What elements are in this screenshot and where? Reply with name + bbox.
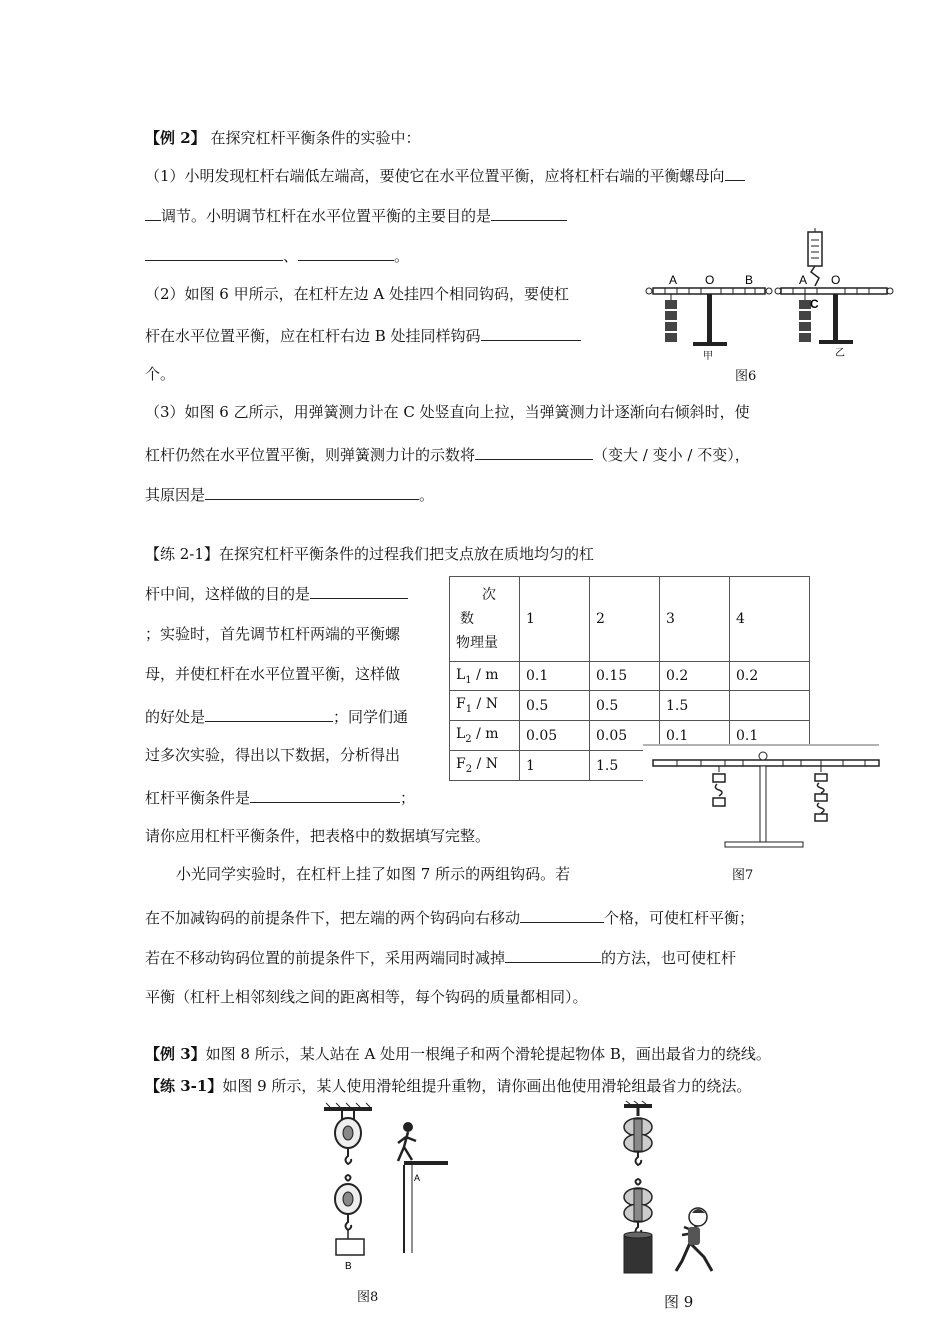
pr21-blank-condition[interactable]: [250, 786, 400, 803]
pr21-blank-remove[interactable]: [505, 946, 601, 963]
lever-jia: [646, 273, 772, 362]
practice21-line8: 请你应用杠杆平衡条件，把表格中的数据填写完整。: [145, 827, 491, 845]
example2-q1-line1: [145, 164, 745, 186]
weight-yi-2: [799, 311, 811, 320]
example3-head: 【例 3】: [145, 1045, 206, 1063]
movable-pulley-block-icon: [624, 1179, 652, 1235]
example2-q1-line3: [145, 244, 409, 266]
practice21-head: 【练 2-1】: [145, 545, 219, 563]
practice21-text11a: 若在不移动钩码位置的前提条件下，采用两端同时减掉: [145, 949, 506, 967]
figure-7: [643, 744, 883, 862]
label-a-yi: A: [799, 273, 808, 287]
q2-text-b: 杆在水平位置平衡，应在杠杆右边 B 处挂同样钩码: [145, 327, 481, 345]
q1-blank-purpose-a[interactable]: [491, 204, 567, 221]
col-header-3: 3: [660, 577, 730, 662]
example2-q2-line1: （2）如图 6 甲所示，在杠杆左边 A 处挂四个相同钩码，要使杠: [145, 285, 569, 303]
weight-jia-4: [665, 333, 677, 342]
weight-jia-1: [665, 300, 677, 309]
practice21-line10: [145, 906, 754, 928]
figure-8-caption: 图8: [357, 1290, 379, 1305]
cell-l2-3: 0.1: [660, 721, 730, 751]
practice21-line2: [145, 582, 408, 604]
heavy-weight-icon: [624, 1235, 652, 1273]
label-jia: 甲: [703, 351, 713, 362]
practice21-text1: 在探究杠杆平衡条件的过程我们把支点放在质地均匀的杠: [218, 545, 594, 563]
q1-blank-direction-a[interactable]: [725, 164, 745, 181]
col-header-4: 4: [730, 577, 810, 662]
lever-fig7-bar: [653, 760, 879, 766]
header-times-mid: 数: [460, 611, 474, 627]
row-label-f2: $F_2$ / N: [450, 751, 520, 781]
q1-blank-purpose-b[interactable]: [145, 244, 283, 261]
example2-q2-line3: 个。: [145, 365, 176, 383]
figure-6: [645, 228, 890, 363]
lever-yi: [775, 228, 893, 359]
object-b-icon: [336, 1239, 364, 1255]
practice21-text2: 杆中间，这样做的目的是: [145, 585, 311, 603]
cell-f2-1: 1: [520, 751, 590, 781]
figure-9: [612, 1101, 752, 1289]
cell-l2-2: 0.05: [590, 721, 660, 751]
example2-q3-line2: [145, 443, 750, 465]
weight-yi-4: [799, 333, 811, 342]
practice21-text7a: 杠杆平衡条件是: [145, 789, 251, 807]
spring-scale: [808, 232, 822, 266]
practice21-text7b: ；: [400, 789, 416, 807]
table-header-row: [450, 577, 810, 662]
lever-yi-base: [819, 340, 853, 344]
cell-f1-1: 0.5: [520, 691, 590, 721]
table-row-l1: [450, 662, 810, 691]
cell-l1-3: 0.2: [660, 662, 730, 691]
label-b-fig8-text: B: [345, 1261, 352, 1272]
pr21-blank-moves[interactable]: [520, 906, 604, 923]
table-corner-cell: [450, 577, 520, 662]
cell-l2-1: 0.05: [520, 721, 590, 751]
header-times-top: 次: [482, 587, 496, 603]
col-header-2: 2: [590, 577, 660, 662]
figure-6-caption: 图6: [735, 369, 757, 384]
row-label-f1: $F_1$ / N: [450, 691, 520, 721]
label-o-yi: O: [831, 273, 841, 287]
practice21-text5b: ；同学们通: [333, 708, 409, 726]
col-header-1: 1: [520, 577, 590, 662]
figure-9-caption: 图 9: [664, 1293, 694, 1311]
cell-l1-2: 0.15: [590, 662, 660, 691]
person-icon: [398, 1122, 416, 1161]
practice21-line12: 平衡（杠杆上相邻刻线之间的距离相等，每个钩码的质量都相同）。: [145, 988, 588, 1006]
label-a-fig8: A: [414, 1173, 421, 1183]
fixed-pulley-icon: [335, 1111, 361, 1164]
label-c-yi: C: [810, 297, 819, 311]
row-label-l1: $L_1$ / m: [450, 662, 520, 691]
cell-f2-2: 1.5: [590, 751, 660, 781]
label-yi: 乙: [835, 348, 845, 359]
lever-jia-base: [693, 342, 727, 346]
practice21-text5a: 的好处是: [145, 708, 206, 726]
weight-yi-3: [799, 322, 811, 331]
example2-q2-line2: [145, 324, 581, 346]
q1-end: 。: [394, 247, 410, 265]
practice21-line4: 母，并使杠杆在水平位置平衡，这样做: [145, 665, 401, 683]
weight-jia-3: [665, 322, 677, 331]
label-o-jia: O: [705, 273, 715, 287]
cell-l1-1: 0.1: [520, 662, 590, 691]
q1-blank-purpose-c[interactable]: [298, 244, 394, 261]
platform-icon: [404, 1161, 448, 1165]
lever-jia-stand: [707, 294, 712, 344]
lever-fig7-stand: [760, 766, 766, 844]
q3-text-b: 杠杆仍然在水平位置平衡，则弹簧测力计的示数将: [145, 446, 476, 464]
q3-blank-reading[interactable]: [475, 443, 593, 460]
practice21-text10b: 个格，可使杠杆平衡；: [604, 909, 755, 927]
practice21-text11b: 的方法，也可使杠杆: [601, 949, 737, 967]
q3-options: （变大 / 变小 / 不变），: [593, 446, 750, 464]
lever-yi-bar: [781, 288, 887, 294]
cell-f1-3: 1.5: [660, 691, 730, 721]
q3-end: 。: [419, 486, 435, 504]
practice21-line6: 过多次实验，得出以下数据，分析得出: [145, 746, 401, 764]
example3-text: 如图 8 所示，某人站在 A 处用一根绳子和两个滑轮提起物体 B，画出最省力的绕线。: [205, 1045, 771, 1063]
example2-q3-line3: [145, 483, 434, 505]
lever-fig7-base: [725, 842, 803, 847]
practice31-text: 如图 9 所示，某人使用滑轮组提升重物，请你画出他使用滑轮组最省力的绕法。: [222, 1077, 752, 1095]
q1-separator: 、: [283, 247, 299, 265]
practice21-line1: [145, 544, 594, 564]
example2-intro: 在探究杠杆平衡条件的实验中：: [210, 129, 421, 147]
example3-line: [145, 1044, 771, 1064]
q2-blank-count[interactable]: [481, 324, 581, 341]
example2-q1-line2: [145, 204, 567, 226]
example2-q3-line1: （3）如图 6 乙所示，用弹簧测力计在 C 处竖直向上拉，当弹簧测力计逐渐向右倾斜时，使: [145, 403, 750, 421]
q1-text-a: （1）小明发现杠杆右端低左端高，要使它在水平位置平衡，应将杠杆右端的平衡螺母向: [145, 167, 725, 185]
figure-7-caption: 图7: [732, 868, 754, 883]
practice21-text10a: 在不加减钩码的前提条件下，把左端的两个钩码向右移动: [145, 909, 521, 927]
pr21-blank-benefit[interactable]: [205, 705, 333, 722]
cell-f1-4[interactable]: [730, 691, 810, 721]
practice31-head: 【练 3-1】: [145, 1077, 223, 1095]
lever-yi-stand: [833, 294, 838, 342]
pr21-blank-purpose[interactable]: [310, 582, 408, 599]
cell-f1-2: 0.5: [590, 691, 660, 721]
cell-l1-4: 0.2: [730, 662, 810, 691]
q1-text-b: 调节。小明调节杠杆在水平位置平衡的主要目的是: [161, 207, 492, 225]
practice21-line9: 小光同学实验时，在杠杆上挂了如图 7 所示的两组钩码。若: [176, 865, 571, 883]
person-pulling-icon: [676, 1208, 712, 1271]
practice21-line7: [145, 786, 415, 808]
weight-jia-2: [665, 311, 677, 320]
movable-pulley-icon: [335, 1175, 361, 1230]
lever-jia-bar: [653, 288, 765, 294]
practice21-line5: [145, 705, 408, 727]
q3-blank-reason[interactable]: [205, 483, 419, 500]
practice21-line3: ；实验时，首先调节杠杆两端的平衡螺: [145, 625, 401, 643]
cell-l2-4: 0.1: [730, 721, 810, 751]
practice31-line: [145, 1076, 751, 1096]
example2-title: [145, 128, 420, 148]
q3-text-c: 其原因是: [145, 486, 206, 504]
q1-blank-direction-b[interactable]: [145, 204, 161, 221]
practice21-line11: [145, 946, 736, 968]
figure-8: [318, 1103, 458, 1283]
header-quantity: 物理量: [456, 635, 498, 651]
fixed-pulley-block-icon: [624, 1108, 652, 1165]
example2-head: 【例 2】: [145, 129, 206, 147]
label-a-jia: A: [669, 273, 678, 287]
table-row-f1: [450, 691, 810, 721]
label-b-jia: B: [745, 273, 754, 287]
row-label-l2: $L_2$ / m: [450, 721, 520, 751]
